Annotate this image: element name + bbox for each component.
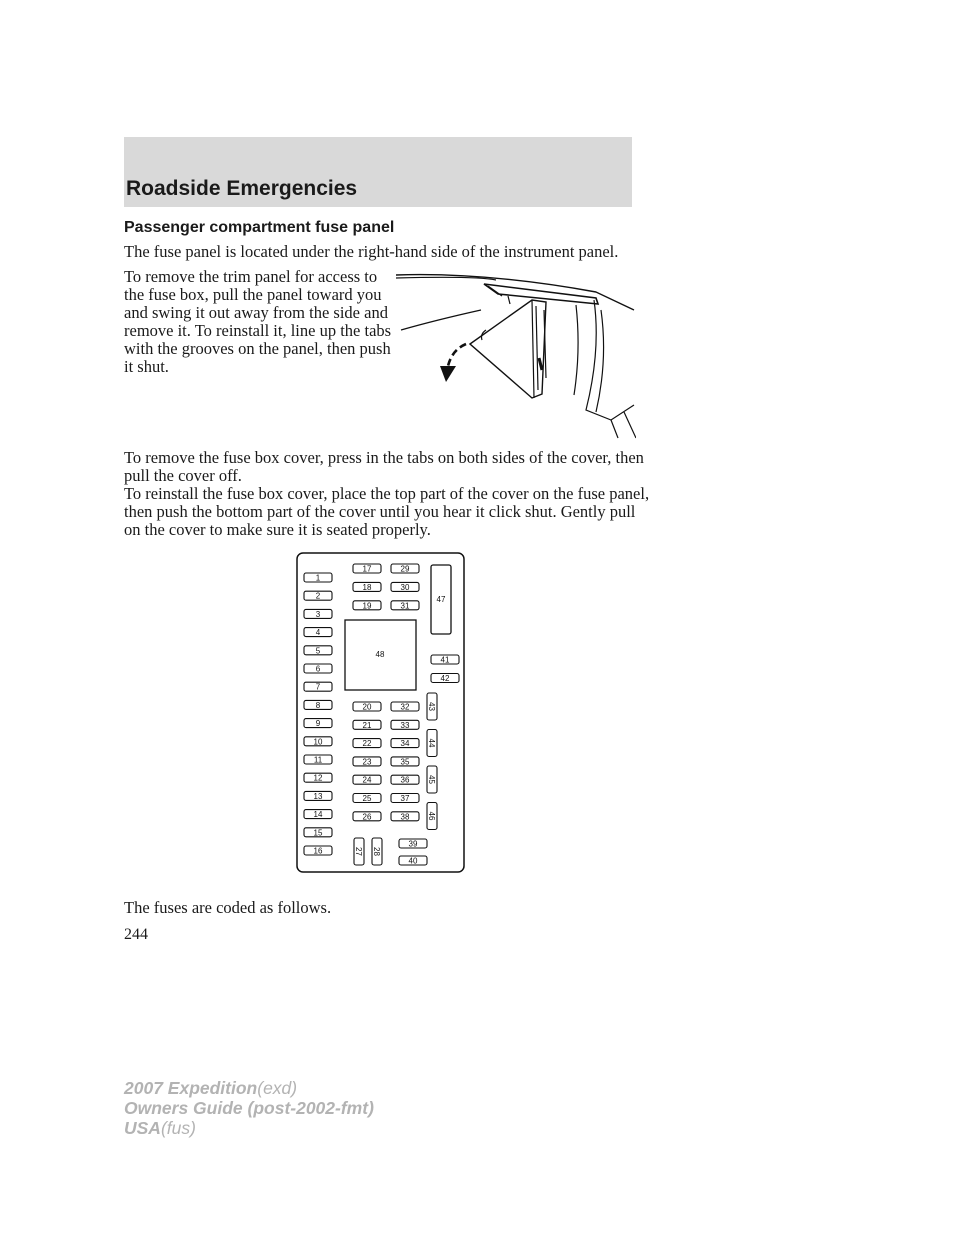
fuse-label-7: 7	[315, 682, 321, 692]
paragraph-trim-panel: To remove the trim panel for access to the fuse box, pull the panel toward you and swing it out away from the side and remove it. To reinstall it, line up the tabs with the grooves on the panel, then push it shut.	[124, 267, 392, 376]
fuse-label-2: 2	[315, 591, 321, 601]
fuse-label-37: 37	[400, 794, 410, 803]
fuse-label-19: 19	[362, 601, 372, 611]
trim-panel-illustration	[396, 270, 636, 440]
fuse-label-11: 11	[313, 755, 323, 765]
fuse-label-43: 43	[427, 702, 436, 711]
relay-47-label: 47	[436, 595, 446, 604]
fuse-label-27: 27	[354, 847, 363, 856]
fuse-label-23: 23	[362, 757, 372, 767]
fuse-label-38: 38	[400, 812, 410, 822]
fuse-label-29: 29	[400, 564, 410, 574]
fuse-label-18: 18	[362, 582, 372, 592]
footer-line-3: USA(fus)	[124, 1118, 196, 1138]
fuse-label-3: 3	[315, 609, 321, 619]
fuse-label-34: 34	[400, 739, 410, 749]
fuse-label-32: 32	[400, 702, 410, 712]
fuse-label-28: 28	[372, 847, 381, 856]
fuse-label-12: 12	[313, 773, 323, 783]
fuse-label-45: 45	[427, 775, 436, 784]
footer-line-1: 2007 Expedition(exd)	[124, 1078, 298, 1098]
fuse-label-17: 17	[362, 564, 372, 574]
fuse-label-16: 16	[313, 846, 323, 856]
swing-arrow-icon	[440, 366, 456, 382]
fuse-label-33: 33	[400, 720, 410, 730]
paragraph-reinstall-cover: To reinstall the fuse box cover, place the top part of the cover on the fuse panel, then push the bottom part of the cover until you hear it click shut. Gently pull on the cover to make sure it is seated properly.	[124, 484, 650, 539]
fuse-label-13: 13	[313, 791, 323, 801]
fuse-label-20: 20	[362, 702, 372, 712]
paragraph-remove-cover: To remove the fuse box cover, press in the tabs on both sides of the cover, then pull the cover off.	[124, 448, 644, 485]
fuse-label-35: 35	[400, 757, 410, 767]
paragraph-fuses-coded: The fuses are coded as follows.	[124, 898, 332, 917]
fuse-panel-diagram	[296, 552, 466, 874]
fuse-label-44: 44	[427, 738, 436, 748]
fuse-label-40: 40	[408, 856, 418, 866]
fuse-label-1: 1	[315, 573, 321, 583]
fuse-label-21: 21	[362, 720, 372, 730]
fuse-label-22: 22	[362, 739, 372, 749]
fuse-label-6: 6	[315, 664, 321, 674]
fuse-label-30: 30	[400, 582, 410, 592]
section-heading: Passenger compartment fuse panel	[124, 219, 395, 236]
fuse-label-5: 5	[315, 646, 321, 656]
fuse-label-4: 4	[315, 628, 321, 638]
fuse-label-8: 8	[315, 700, 321, 710]
fuse-label-46: 46	[427, 811, 436, 821]
paragraph-location: The fuse panel is located under the right-hand side of the instrument panel.	[124, 242, 619, 261]
chapter-header-band	[124, 137, 632, 207]
relay-48-label: 48	[375, 650, 385, 659]
fuse-label-9: 9	[315, 719, 321, 729]
fuse-label-39: 39	[408, 839, 418, 849]
footer-line-2: Owners Guide (post-2002-fmt)	[124, 1098, 374, 1118]
fuse-label-41: 41	[440, 655, 450, 665]
fuse-label-36: 36	[400, 775, 410, 785]
fuse-label-15: 15	[313, 828, 323, 838]
fuse-label-25: 25	[362, 794, 372, 803]
fuse-label-42: 42	[440, 674, 450, 683]
document-footer	[124, 1078, 374, 1138]
fuse-label-14: 14	[313, 810, 323, 820]
fuse-label-26: 26	[362, 812, 372, 822]
fuse-label-31: 31	[400, 601, 410, 611]
fuse-label-24: 24	[362, 775, 372, 785]
chapter-title: Roadside Emergencies	[126, 177, 358, 200]
page-number: 244	[124, 926, 148, 943]
fuse-label-10: 10	[313, 737, 323, 747]
